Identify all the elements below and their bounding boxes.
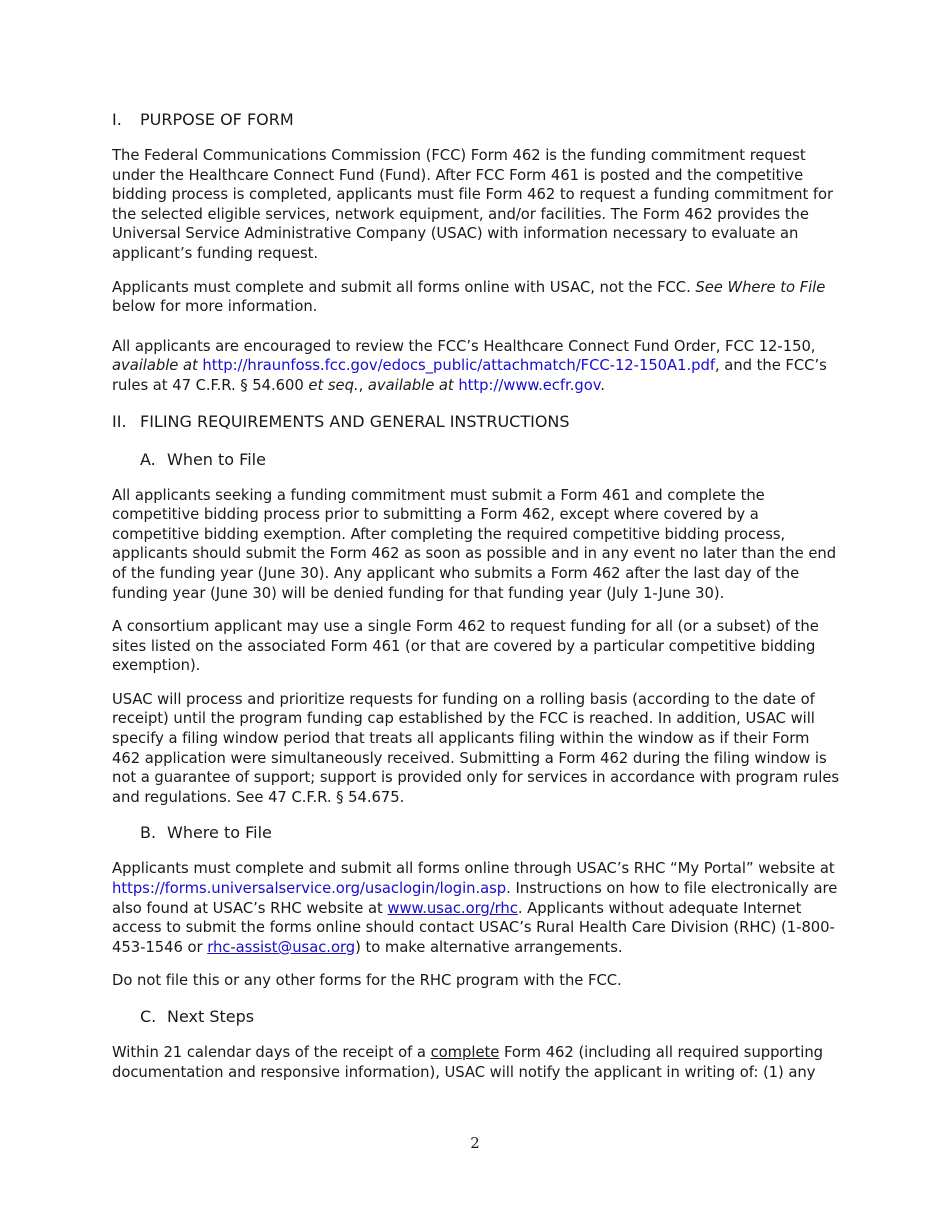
text-span: Form 462 (including all required supporting documentation and responsive information), USAC will notify the applicant in writing of: (1) any — [112, 1044, 823, 1081]
order-link[interactable]: http://hraunfoss.fcc.gov/edocs_public/attachmatch/FCC-12-150A1.pdf — [202, 357, 715, 375]
text-span: , and the FCC’s rules at 47 C.F.R. § 54.600 — [112, 357, 827, 394]
text-span: . — [600, 376, 605, 394]
italic-text: et seq. — [308, 376, 359, 394]
page-number: 2 — [470, 1134, 480, 1152]
paragraph-when-3: USAC will process and prioritize requests for funding on a rolling basis (according to the date of receipt) until the program funding cap established by the FCC is reached. In addition, USAC will specify a filing window period that treats all applicants filing within the window as if their Form 462 application were simultaneously received. Submitting a Form 462 during the filing window is not a guarantee of support; support is provided only for services in accordance with program rules and regulations. See 47 C.F.R. § 54.675. — [112, 690, 840, 806]
document-page — [112, 108, 840, 1096]
paragraph-next-1 — [112, 1043, 840, 1082]
text-span: below for more information. — [112, 298, 318, 316]
text-span: , — [358, 376, 368, 394]
paragraph-purpose-1: The Federal Communications Commission (FCC) Form 462 is the funding commitment request under the Healthcare Connect Fund (Fund). After FCC Form 461 is posted and the competitive bidding process is completed, applicants must file Form 462 to request a funding commitment for the selected eligible services, network equipment, and/or facilities. The Form 462 provides the Universal Service Administrative Company (USAC) with information necessary to evaluate an applicant’s funding request. — [112, 147, 834, 262]
paragraph-purpose-2 — [112, 278, 840, 317]
paragraph-where-1 — [112, 859, 840, 957]
text-span: Within 21 calendar days of the receipt of a — [112, 1044, 431, 1061]
section-title: FILING REQUIREMENTS AND GENERAL INSTRUCTIONS — [140, 411, 570, 431]
section-heading-filing — [112, 410, 840, 434]
rhc-website-link[interactable]: www.usac.org/rhc — [387, 899, 518, 917]
portal-link[interactable]: https://forms.universalservice.org/usaclogin/login.asp — [112, 880, 507, 898]
paragraph-where-2: Do not file this or any other forms for the RHC program with the FCC. — [112, 972, 622, 990]
subsection-title: When to File — [167, 449, 266, 469]
subsection-letter: C. — [140, 1007, 157, 1026]
section-number: II. — [112, 411, 127, 431]
text-span: Applicants must complete and submit all forms online with USAC, not the FCC. — [112, 278, 696, 296]
subsection-heading-next — [112, 1005, 840, 1029]
subsection-title: Where to File — [167, 823, 272, 843]
text-span: ) to make alternative arrangements. — [355, 938, 623, 956]
italic-reference: See Where to File — [695, 278, 826, 296]
italic-text: available at — [112, 357, 198, 375]
paragraph-purpose-3 — [112, 337, 840, 396]
subsection-letter: A. — [140, 449, 156, 469]
text-span: . Instructions on how to file electronically are also found at USAC’s RHC website at — [112, 880, 838, 917]
subsection-heading-where — [112, 821, 840, 845]
paragraph-when-2: A consortium applicant may use a single Form 462 to request funding for all (or a subset) of the sites listed on the associated Form 461 (or that are covered by a particular competitive bidding exemption). — [112, 618, 819, 675]
section-number: I. — [112, 110, 122, 129]
ecfr-link[interactable]: http://www.ecfr.gov — [458, 376, 601, 394]
subsection-letter: B. — [140, 823, 157, 843]
underlined-text: complete — [430, 1044, 500, 1061]
subsection-title: Next Steps — [167, 1007, 255, 1026]
section-title: PURPOSE OF FORM — [140, 110, 294, 129]
paragraph-when-1: All applicants seeking a funding commitment must submit a Form 461 and complete the competitive bidding process prior to submitting a Form 462, except where covered by a competitive bidding exemption. After completing the required competitive bidding process, applicants should submit the Form 462 as soon as possible and in any event no later than the end of the funding year (June 30). Any applicant who submits a Form 462 after the last day of the funding year (June 30) will be denied funding for that funding year (July 1-June 30). — [112, 486, 837, 602]
rhc-email-link[interactable]: rhc-assist@usac.org — [207, 938, 356, 956]
text-span: Applicants must complete and submit all forms online through USAC’s RHC “My Portal” website at — [112, 860, 835, 878]
italic-text: available at — [367, 376, 454, 394]
text-span: . Applicants without adequate Internet access to submit the forms online should contact USAC’s Rural Health Care Division (RHC) (1-800-453-1546 or — [112, 899, 835, 956]
section-heading-purpose — [112, 108, 840, 132]
subsection-heading-when — [112, 448, 840, 472]
text-span: All applicants are encouraged to review the FCC’s Healthcare Connect Fund Order, FCC 12-150, — [112, 337, 816, 355]
